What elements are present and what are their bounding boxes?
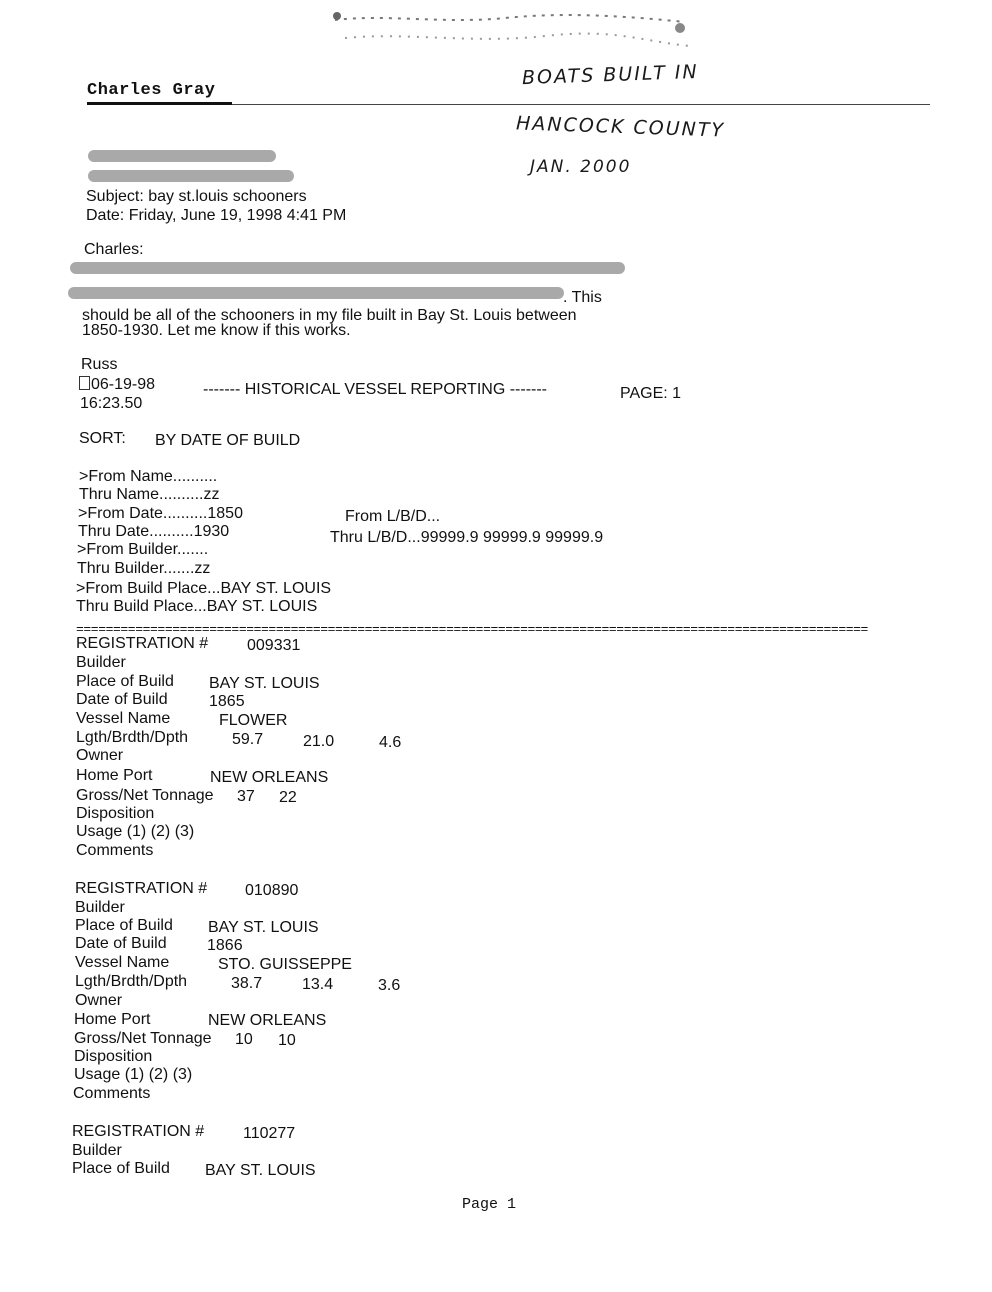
date-label: Date of Build [75,935,167,952]
builder-label: Builder [76,654,126,671]
redaction-bar [68,287,564,299]
owner-label: Owner [75,992,123,1009]
net-tonnage: 22 [279,789,297,806]
length-value: 59.7 [232,731,264,748]
registration-label: REGISTRATION # [72,1123,205,1140]
disposition-label: Disposition [76,805,155,822]
gross-tonnage: 10 [235,1031,253,1048]
redaction-bar [88,150,276,162]
vessel-name-label: Vessel Name [75,954,170,971]
builder-label: Builder [75,899,125,916]
registration-label: REGISTRATION # [76,635,209,652]
place-label: Place of Build [75,917,173,934]
tonnage-label: Gross/Net Tonnage [74,1030,212,1047]
length-value: 38.7 [231,975,263,992]
lbd-thru: Thru L/B/D...99999.9 99999.9 99999.9 [330,529,604,546]
report-date-value: 06-19-98 [91,376,156,393]
owner-label: Owner [76,747,124,764]
report-title: ------- HISTORICAL VESSEL REPORTING ------- [203,381,547,398]
page-footer: Page 1 [462,1196,517,1213]
breadth-value: 21.0 [303,733,335,750]
depth-value: 4.6 [379,734,402,751]
header-rule [232,104,930,105]
handwritten-title-line2: HANCOCK COUNTY [515,112,726,142]
criteria-line: >From Builder....... [77,541,209,558]
email-subject: Subject: bay st.louis schooners [86,188,307,205]
redaction-bar [88,170,294,182]
comments-label: Comments [76,842,154,859]
dims-label: Lgth/Brdth/Dpth [75,973,188,990]
criteria-line: Thru Date..........1930 [78,523,230,540]
breadth-value: 13.4 [302,976,334,993]
email-signature: Russ [81,356,118,373]
place-value: BAY ST. LOUIS [209,675,320,692]
criteria-line: >From Name.......... [79,468,218,485]
date-value: 1866 [207,937,243,954]
email-greeting: Charles: [84,241,144,258]
email-body-line: should be all of the schooners in my file built in Bay St. Louis between [82,307,577,324]
handwritten-title-line1: BOATS BUILT IN [521,60,699,90]
date-value: 1865 [209,693,245,710]
place-value: BAY ST. LOUIS [205,1162,316,1179]
registration-number: 110277 [243,1125,296,1142]
home-port-value: NEW ORLEANS [208,1012,327,1029]
email-date: Date: Friday, June 19, 1998 4:41 PM [86,207,347,224]
disposition-label: Disposition [74,1048,153,1065]
net-tonnage: 10 [278,1032,296,1049]
scan-smudge [325,6,700,56]
criteria-line: >From Build Place...BAY ST. LOUIS [76,580,332,597]
email-body-tail: . This [563,289,602,306]
vessel-name-value: STO. GUISSEPPE [218,956,352,973]
criteria-line: Thru Builder.......zz [77,560,211,577]
home-port-label: Home Port [76,767,153,784]
home-port-label: Home Port [74,1011,151,1028]
usage-label: Usage (1) (2) (3) [74,1066,193,1083]
date-label: Date of Build [76,691,168,708]
comments-label: Comments [73,1085,151,1102]
criteria-line: >From Date..........1850 [78,505,243,522]
home-port-value: NEW ORLEANS [210,769,329,786]
criteria-line: Thru Name..........zz [79,486,220,503]
sort-label: SORT: [79,430,126,447]
criteria-line: Thru Build Place...BAY ST. LOUIS [76,598,318,615]
registration-number: 010890 [245,882,299,899]
redaction-bar [70,262,625,274]
place-label: Place of Build [72,1160,170,1177]
email-body-line: 1850-1930. Let me know if this works. [82,322,351,339]
registration-label: REGISTRATION # [75,880,208,897]
tonnage-label: Gross/Net Tonnage [76,787,214,804]
vessel-name-value: FLOWER [219,712,288,729]
separator-line: =========================================================================================================== [76,622,868,637]
checkbox-glyph-icon [79,376,90,390]
depth-value: 3.6 [378,977,401,994]
dims-label: Lgth/Brdth/Dpth [76,729,189,746]
gross-tonnage: 37 [237,788,255,805]
author-name: Charles Gray [87,81,216,100]
vessel-name-label: Vessel Name [76,710,171,727]
place-label: Place of Build [76,673,174,690]
author-underline [87,102,232,105]
registration-number: 009331 [247,637,301,654]
builder-label: Builder [72,1142,122,1159]
handwritten-date: JAN. 2000 [530,157,632,177]
report-page: PAGE: 1 [620,385,682,402]
report-date [79,376,155,394]
sort-value: BY DATE OF BUILD [155,432,301,449]
usage-label: Usage (1) (2) (3) [76,823,195,840]
report-time: 16:23.50 [80,395,143,412]
lbd-from: From L/B/D... [345,508,441,525]
place-value: BAY ST. LOUIS [208,919,319,936]
